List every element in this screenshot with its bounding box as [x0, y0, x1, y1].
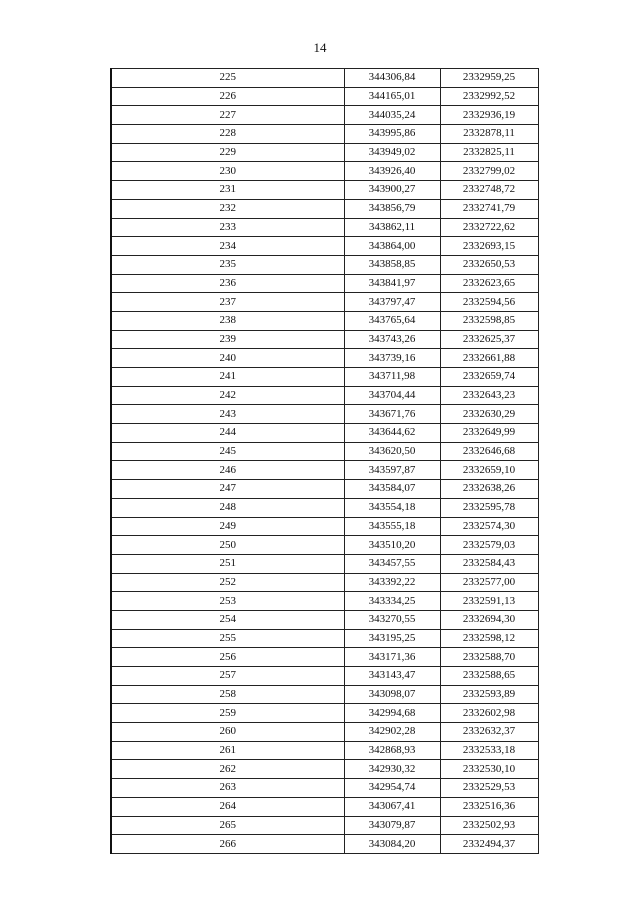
y-coordinate-cell: 2332594,56 — [440, 293, 538, 312]
table-row — [111, 779, 538, 798]
point-number-cell: 262 — [111, 760, 344, 779]
table-row — [111, 498, 538, 517]
point-number-cell: 255 — [111, 629, 344, 648]
y-coordinate-cell: 2332574,30 — [440, 517, 538, 536]
point-number-cell: 259 — [111, 704, 344, 723]
point-number-cell: 244 — [111, 424, 344, 443]
x-coordinate-cell: 343620,50 — [344, 442, 440, 461]
x-coordinate-cell: 343995,86 — [344, 125, 440, 144]
point-number-cell: 239 — [111, 330, 344, 349]
point-number-cell: 238 — [111, 311, 344, 330]
y-coordinate-cell: 2332588,65 — [440, 667, 538, 686]
point-number-cell: 246 — [111, 461, 344, 480]
table-row — [111, 330, 538, 349]
table-row — [111, 125, 538, 144]
x-coordinate-cell: 343671,76 — [344, 405, 440, 424]
x-coordinate-cell: 344165,01 — [344, 87, 440, 106]
table-row — [111, 629, 538, 648]
point-number-cell: 264 — [111, 797, 344, 816]
table-row — [111, 835, 538, 854]
point-number-cell: 243 — [111, 405, 344, 424]
y-coordinate-cell: 2332598,12 — [440, 629, 538, 648]
x-coordinate-cell: 342954,74 — [344, 779, 440, 798]
point-number-cell: 250 — [111, 536, 344, 555]
point-number-cell: 230 — [111, 162, 344, 181]
table-row — [111, 517, 538, 536]
x-coordinate-cell: 343856,79 — [344, 199, 440, 218]
x-coordinate-cell: 343926,40 — [344, 162, 440, 181]
point-number-cell: 242 — [111, 386, 344, 405]
y-coordinate-cell: 2332579,03 — [440, 536, 538, 555]
x-coordinate-cell: 343334,25 — [344, 592, 440, 611]
x-coordinate-cell: 343949,02 — [344, 143, 440, 162]
point-number-cell: 225 — [111, 69, 344, 88]
y-coordinate-cell: 2332649,99 — [440, 424, 538, 443]
x-coordinate-cell: 343457,55 — [344, 554, 440, 573]
table-row — [111, 685, 538, 704]
point-number-cell: 248 — [111, 498, 344, 517]
x-coordinate-cell: 343392,22 — [344, 573, 440, 592]
y-coordinate-cell: 2332992,52 — [440, 87, 538, 106]
table-row — [111, 255, 538, 274]
point-number-cell: 232 — [111, 199, 344, 218]
table-row — [111, 461, 538, 480]
point-number-cell: 231 — [111, 181, 344, 200]
point-number-cell: 254 — [111, 610, 344, 629]
table-row — [111, 760, 538, 779]
y-coordinate-cell: 2332584,43 — [440, 554, 538, 573]
x-coordinate-cell: 343067,41 — [344, 797, 440, 816]
x-coordinate-cell: 344306,84 — [344, 69, 440, 88]
x-coordinate-cell: 343171,36 — [344, 648, 440, 667]
x-coordinate-cell: 343841,97 — [344, 274, 440, 293]
table-row — [111, 218, 538, 237]
point-number-cell: 247 — [111, 480, 344, 499]
y-coordinate-cell: 2332799,02 — [440, 162, 538, 181]
table-row — [111, 816, 538, 835]
table-row — [111, 274, 538, 293]
table-row — [111, 797, 538, 816]
point-number-cell: 251 — [111, 554, 344, 573]
y-coordinate-cell: 2332494,37 — [440, 835, 538, 854]
page-number: 14 — [313, 40, 327, 55]
y-coordinate-cell: 2332595,78 — [440, 498, 538, 517]
y-coordinate-cell: 2332502,93 — [440, 816, 538, 835]
table-row — [111, 69, 538, 88]
table-row — [111, 368, 538, 387]
x-coordinate-cell: 342930,32 — [344, 760, 440, 779]
coordinates-table — [110, 68, 539, 854]
table-row — [111, 741, 538, 760]
point-number-cell: 226 — [111, 87, 344, 106]
point-number-cell: 249 — [111, 517, 344, 536]
y-coordinate-cell: 2332722,62 — [440, 218, 538, 237]
y-coordinate-cell: 2332516,36 — [440, 797, 538, 816]
y-coordinate-cell: 2332623,65 — [440, 274, 538, 293]
y-coordinate-cell: 2332598,85 — [440, 311, 538, 330]
y-coordinate-cell: 2332659,10 — [440, 461, 538, 480]
y-coordinate-cell: 2332602,98 — [440, 704, 538, 723]
x-coordinate-cell: 343862,11 — [344, 218, 440, 237]
table-row — [111, 199, 538, 218]
x-coordinate-cell: 343858,85 — [344, 255, 440, 274]
y-coordinate-cell: 2332643,23 — [440, 386, 538, 405]
table-row — [111, 386, 538, 405]
point-number-cell: 258 — [111, 685, 344, 704]
point-number-cell: 253 — [111, 592, 344, 611]
x-coordinate-cell: 343765,64 — [344, 311, 440, 330]
point-number-cell: 263 — [111, 779, 344, 798]
point-number-cell: 237 — [111, 293, 344, 312]
y-coordinate-cell: 2332741,79 — [440, 199, 538, 218]
y-coordinate-cell: 2332936,19 — [440, 106, 538, 125]
table-row — [111, 293, 538, 312]
point-number-cell: 245 — [111, 442, 344, 461]
point-number-cell: 233 — [111, 218, 344, 237]
x-coordinate-cell: 343739,16 — [344, 349, 440, 368]
point-number-cell: 235 — [111, 255, 344, 274]
y-coordinate-cell: 2332693,15 — [440, 237, 538, 256]
y-coordinate-cell: 2332529,53 — [440, 779, 538, 798]
table-row — [111, 143, 538, 162]
y-coordinate-cell: 2332825,11 — [440, 143, 538, 162]
y-coordinate-cell: 2332588,70 — [440, 648, 538, 667]
y-coordinate-cell: 2332625,37 — [440, 330, 538, 349]
x-coordinate-cell: 343555,18 — [344, 517, 440, 536]
table-row — [111, 442, 538, 461]
y-coordinate-cell: 2332878,11 — [440, 125, 538, 144]
x-coordinate-cell: 342902,28 — [344, 723, 440, 742]
x-coordinate-cell: 343864,00 — [344, 237, 440, 256]
point-number-cell: 236 — [111, 274, 344, 293]
x-coordinate-cell: 343797,47 — [344, 293, 440, 312]
y-coordinate-cell: 2332530,10 — [440, 760, 538, 779]
table-row — [111, 480, 538, 499]
point-number-cell: 228 — [111, 125, 344, 144]
point-number-cell: 256 — [111, 648, 344, 667]
table-row — [111, 536, 538, 555]
x-coordinate-cell: 343711,98 — [344, 368, 440, 387]
point-number-cell: 234 — [111, 237, 344, 256]
y-coordinate-cell: 2332593,89 — [440, 685, 538, 704]
y-coordinate-cell: 2332577,00 — [440, 573, 538, 592]
point-number-cell: 229 — [111, 143, 344, 162]
table-row — [111, 237, 538, 256]
table-row — [111, 610, 538, 629]
point-number-cell: 227 — [111, 106, 344, 125]
table-row — [111, 349, 538, 368]
x-coordinate-cell: 343079,87 — [344, 816, 440, 835]
point-number-cell: 266 — [111, 835, 344, 854]
table-row — [111, 424, 538, 443]
point-number-cell: 241 — [111, 368, 344, 387]
coordinates-table-body — [111, 69, 538, 854]
table-row — [111, 573, 538, 592]
table-row — [111, 162, 538, 181]
x-coordinate-cell: 343143,47 — [344, 667, 440, 686]
y-coordinate-cell: 2332650,53 — [440, 255, 538, 274]
table-row — [111, 87, 538, 106]
y-coordinate-cell: 2332748,72 — [440, 181, 538, 200]
x-coordinate-cell: 343704,44 — [344, 386, 440, 405]
y-coordinate-cell: 2332659,74 — [440, 368, 538, 387]
x-coordinate-cell: 342868,93 — [344, 741, 440, 760]
x-coordinate-cell: 342994,68 — [344, 704, 440, 723]
table-row — [111, 181, 538, 200]
x-coordinate-cell: 344035,24 — [344, 106, 440, 125]
y-coordinate-cell: 2332661,88 — [440, 349, 538, 368]
x-coordinate-cell: 343900,27 — [344, 181, 440, 200]
x-coordinate-cell: 343270,55 — [344, 610, 440, 629]
table-row — [111, 723, 538, 742]
point-number-cell: 261 — [111, 741, 344, 760]
table-row — [111, 704, 538, 723]
y-coordinate-cell: 2332638,26 — [440, 480, 538, 499]
x-coordinate-cell: 343195,25 — [344, 629, 440, 648]
table-row — [111, 405, 538, 424]
y-coordinate-cell: 2332694,30 — [440, 610, 538, 629]
x-coordinate-cell: 343743,26 — [344, 330, 440, 349]
point-number-cell: 260 — [111, 723, 344, 742]
point-number-cell: 257 — [111, 667, 344, 686]
table-row — [111, 667, 538, 686]
y-coordinate-cell: 2332646,68 — [440, 442, 538, 461]
y-coordinate-cell: 2332533,18 — [440, 741, 538, 760]
x-coordinate-cell: 343644,62 — [344, 424, 440, 443]
y-coordinate-cell: 2332591,13 — [440, 592, 538, 611]
point-number-cell: 265 — [111, 816, 344, 835]
table-row — [111, 592, 538, 611]
y-coordinate-cell: 2332632,37 — [440, 723, 538, 742]
table-row — [111, 554, 538, 573]
x-coordinate-cell: 343554,18 — [344, 498, 440, 517]
x-coordinate-cell: 343510,20 — [344, 536, 440, 555]
point-number-cell: 240 — [111, 349, 344, 368]
table-row — [111, 106, 538, 125]
x-coordinate-cell: 343597,87 — [344, 461, 440, 480]
x-coordinate-cell: 343084,20 — [344, 835, 440, 854]
point-number-cell: 252 — [111, 573, 344, 592]
table-row — [111, 648, 538, 667]
y-coordinate-cell: 2332630,29 — [440, 405, 538, 424]
y-coordinate-cell: 2332959,25 — [440, 69, 538, 88]
x-coordinate-cell: 343098,07 — [344, 685, 440, 704]
x-coordinate-cell: 343584,07 — [344, 480, 440, 499]
table-row — [111, 311, 538, 330]
